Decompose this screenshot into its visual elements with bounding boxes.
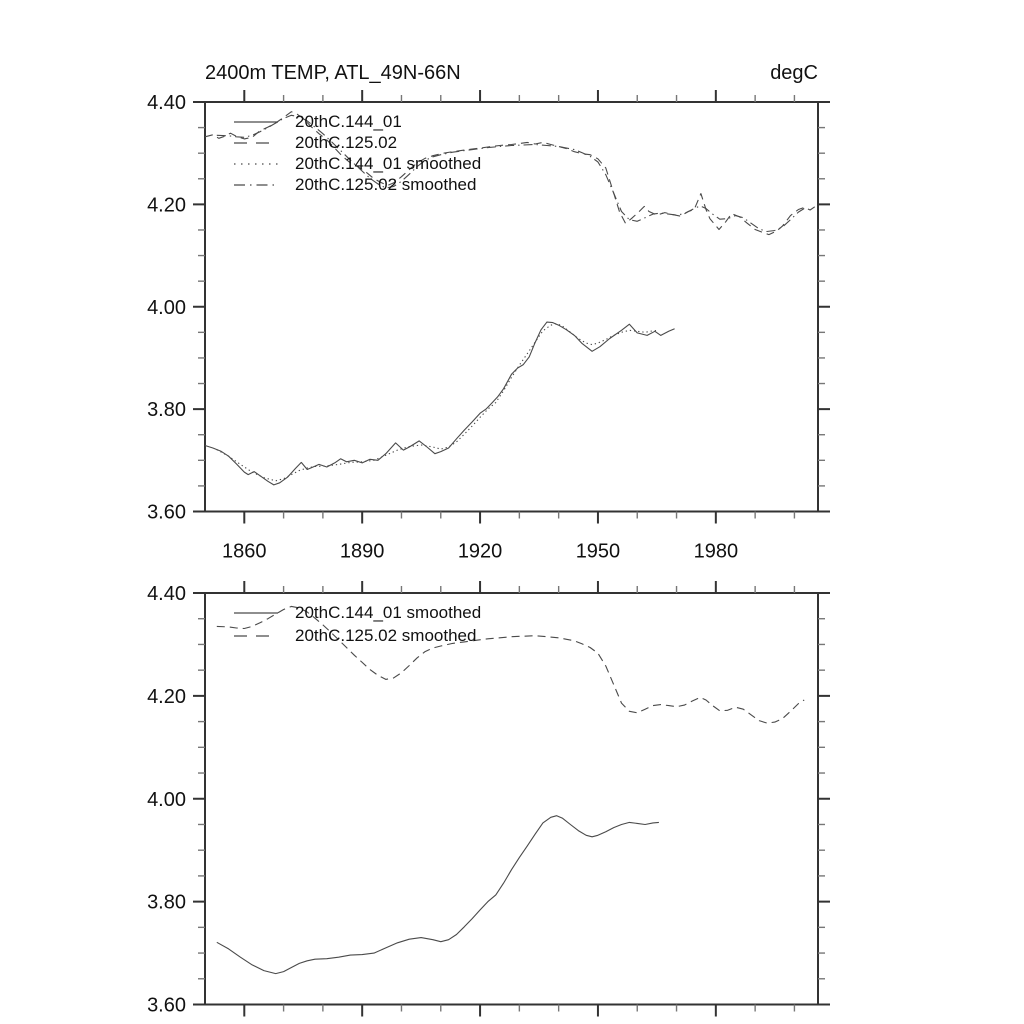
y-tick-label: 4.20 xyxy=(147,194,186,217)
y-tick-label: 3.80 xyxy=(147,891,186,914)
y-tick-label: 4.00 xyxy=(147,296,186,319)
legend-line-sample-dashed xyxy=(233,136,279,150)
legend-row xyxy=(233,111,481,132)
legend-label: 20thC.144_01 smoothed xyxy=(295,153,482,173)
chart-title: 2400m TEMP, ATL_49N-66N xyxy=(205,62,461,84)
y-tick-label: 3.60 xyxy=(147,994,186,1017)
legend-line-sample-dotted xyxy=(233,157,279,171)
legend-label: 20thC.144_01 xyxy=(295,111,402,131)
series-smoothed_144_01-panel2 xyxy=(217,816,659,974)
series-raw_144_01 xyxy=(205,322,675,485)
legend-bottom-panel xyxy=(233,601,481,647)
legend-label: 20thC.125.02 xyxy=(295,132,398,152)
legend-line-sample-dashdot xyxy=(233,178,279,192)
legend-label: 20thC.125.02 smoothed xyxy=(295,625,477,645)
chart-units-label: degC xyxy=(770,62,818,84)
legend-line-sample-solid xyxy=(233,115,279,129)
x-tick-label: 1980 xyxy=(693,540,739,563)
legend-line-sample-solid xyxy=(233,606,279,620)
chart-header xyxy=(205,62,818,85)
y-tick-label: 3.80 xyxy=(147,399,186,422)
x-tick-label: 1920 xyxy=(457,540,503,563)
legend-row xyxy=(233,601,481,624)
y-tick-label: 4.20 xyxy=(147,685,186,708)
legend-row xyxy=(233,174,481,195)
legend-top-panel xyxy=(233,111,481,195)
x-tick-label: 1950 xyxy=(575,540,621,563)
series-smoothed_144_01 xyxy=(217,324,659,481)
legend-line-sample-dashed xyxy=(233,629,279,643)
y-tick-label: 4.40 xyxy=(147,92,186,114)
y-tick-label: 3.60 xyxy=(147,501,186,524)
legend-row xyxy=(233,624,481,647)
y-tick-label: 4.00 xyxy=(147,788,186,811)
legend-row xyxy=(233,153,481,174)
legend-label: 20thC.144_01 smoothed xyxy=(295,602,482,622)
x-tick-label: 1860 xyxy=(222,540,267,563)
plot-frame xyxy=(205,593,818,1005)
y-tick-label: 4.40 xyxy=(147,583,186,605)
x-tick-label: 1890 xyxy=(339,540,385,563)
legend-label: 20thC.125.02 smoothed xyxy=(295,174,477,194)
legend-row xyxy=(233,132,481,153)
